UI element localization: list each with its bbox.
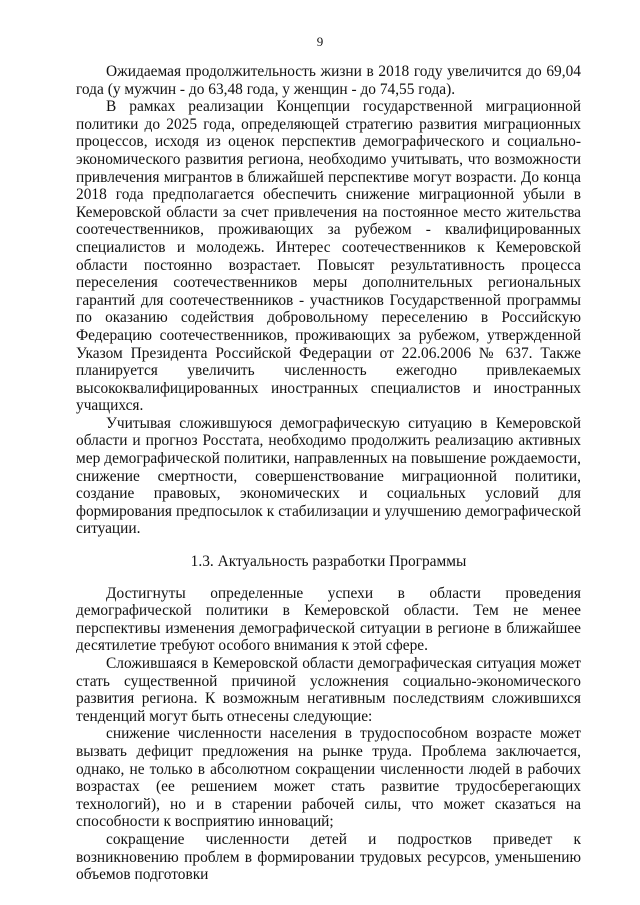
paragraph-life-expectancy: Ожидаемая продолжительность жизни в 2018 году увеличится до 69,04 года (у мужчин - до 63,48 года, у женщин - до 74,55 года). <box>76 63 581 98</box>
paragraph-achievements: Достигнуты определенные успехи в области проведения демографической политики в Кемеровской области. Тем не менее перспективы изменения демографической ситуации в регионе в ближайшее десятилетие требуют особого внимания к этой сфере. <box>76 584 581 655</box>
page-number: 9 <box>316 34 324 49</box>
document-body <box>76 63 581 884</box>
paragraph-demographic-measures: Учитывая сложившуюся демографическую ситуацию в Кемеровской области и прогноз Росстата, необходимо продолжить реализацию активных мер демографической политики, направленных на повышение рождаемости, снижение смертности, совершенствование миграционной политики, создание правовых, экономических и социальных условий для формирования предпосылок к стабилизации и улучшению демографической ситуации. <box>76 414 581 538</box>
paragraph-consequences-intro: Сложившаяся в Кемеровской области демографическая ситуация может стать существенной причиной усложнения социально-экономического развития региона. К возможным негативным последствиям сложившихся тенденций могут быть отнесены следующие: <box>76 655 581 725</box>
section-heading: 1.3. Актуальность разработки Программы <box>190 553 467 571</box>
paragraph-children-decline: сокращение численности детей и подростков приведет к возникновению проблем в формировании трудовых ресурсов, уменьшению объемов подготовки <box>76 830 581 884</box>
paragraph-migration-policy: В рамках реализации Концепции государственной миграционной политики до 2025 года, определяющей стратегию развития миграционных процессов, исходя из оценок перспектив демографического и социально-экономического развития региона, необходимо учитывать, что возможности привлечения мигрантов в ближайшей перспективе могут возрасти. До конца 2018 года предполагается обеспечить снижение миграционной убыли в Кемеровской области за счет привлечения на постоянное место жительства соотечественников, проживающих за рубежом - квалифицированных специалистов и молодежь. Интерес соотечественников к Кемеровской области постоянно возрастает. Повысят результативность процесса переселения соотечественников меры дополнительных региональных гарантий для соотечественников - участников Государственной программы по оказанию содействия добровольному переселению в Российскую Федерацию соотечественников, проживающих за рубежом, утвержденной Указом Президента Российской Федерации от 22.06.2006 № 637. Также планируется увеличить численность ежегодно привлекаемых высококвалифицированных иностранных специалистов и иностранных учащихся. <box>76 98 581 415</box>
paragraph-working-age-decline: снижение численности населения в трудоспособном возрасте может вызвать дефицит предложения на рынке труда. Проблема заключается, однако, не только в абсолютном сокращении численности людей в рабочих возрастах (ее решением может стать развитие трудосберегающих технологий), но и в старении рабочей силы, что может сказаться на способности к восприятию инноваций; <box>76 725 581 831</box>
